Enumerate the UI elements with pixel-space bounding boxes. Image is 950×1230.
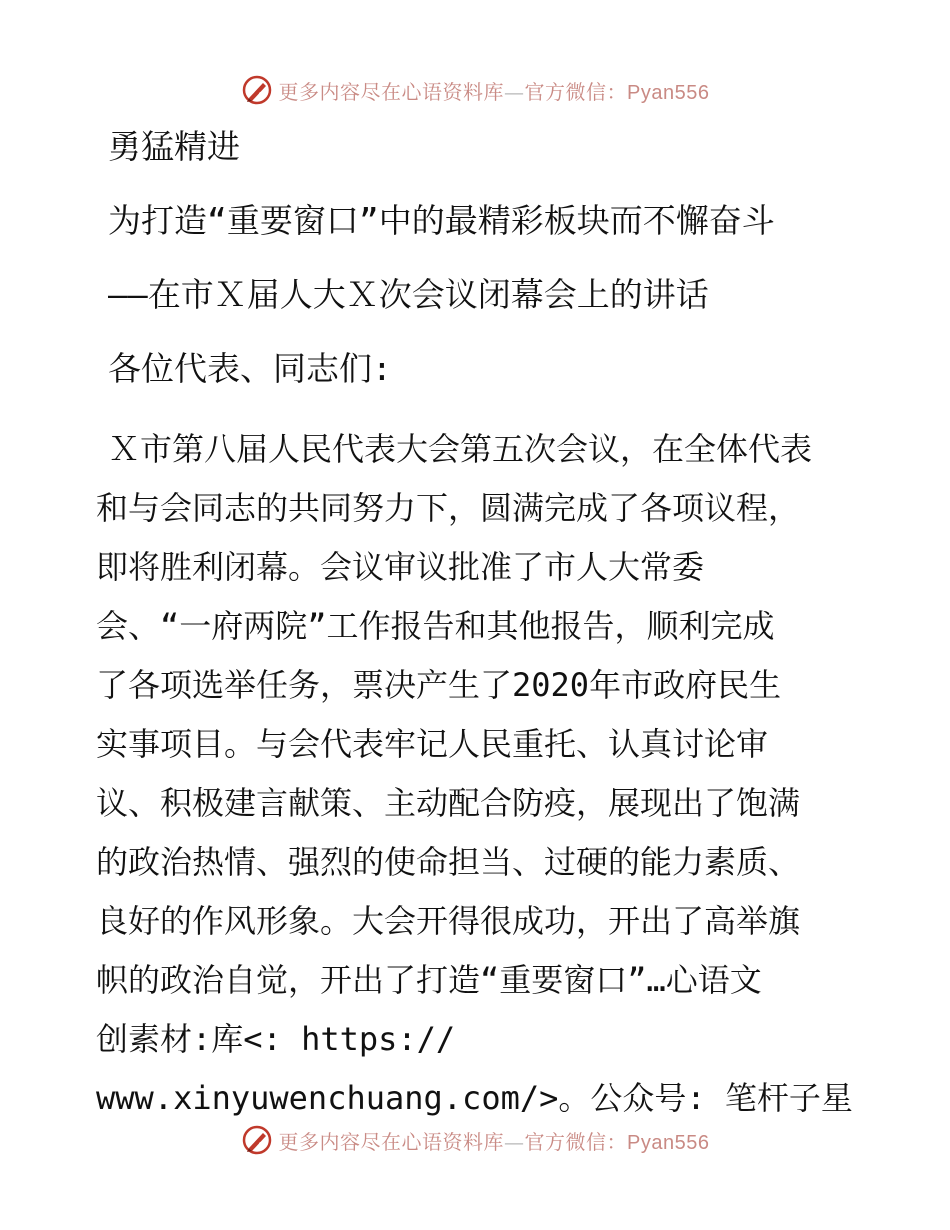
paragraph-line: 会、“一府两院”工作报告和其他报告，顺利完成 xyxy=(96,607,775,645)
banner-text: 更多内容尽在心语资料库—官方微信：Pyan556 xyxy=(278,1129,710,1154)
doc-subtitle: 为打造“重要窗口”中的最精彩板块而不懈奋斗 xyxy=(108,201,775,240)
paragraph-line: 实事项目。与会代表牢记人民重托、认真讨论审 xyxy=(96,725,769,763)
banner-contact: 官方微信：Pyan556 xyxy=(524,81,710,104)
doc-salutation: 各位代表、同志们: xyxy=(108,349,392,388)
paragraph-line: 的政治热情、强烈的使命担当、过硬的能力素质、 xyxy=(96,843,801,881)
paragraph-line: 良好的作风形象。大会开得很成功，开出了高举旗 xyxy=(96,902,801,940)
doc-title: 勇猛精进 xyxy=(108,127,240,166)
paragraph-line: 和与会同志的共同努力下，圆满完成了各项议程， xyxy=(96,489,801,527)
paragraph-line: 即将胜利闭幕。会议审议批准了市人大常委 xyxy=(96,548,705,586)
paragraph-line: 创素材:库<: https:// xyxy=(96,1020,456,1058)
paragraph-line: Ｘ市第八届人民代表大会第五次会议，在全体代表 xyxy=(108,430,813,468)
banner-text: 更多内容尽在心语资料库—官方微信：Pyan556 xyxy=(278,79,710,104)
footer-banner xyxy=(0,1120,950,1160)
paragraph-line: 帜的政治自觉，开出了打造“重要窗口”…心语文 xyxy=(96,961,762,999)
paragraph-line: 了各项选举任务，票决产生了2020年市政府民生 xyxy=(96,666,782,704)
body-paragraph xyxy=(96,420,856,1128)
paragraph-line: www.xinyuwenchuang.com/>。公众号: 笔杆子星 xyxy=(96,1079,853,1117)
paragraph-line: 议、积极建言献策、主动配合防疫，展现出了饱满 xyxy=(96,784,801,822)
doc-occasion: ——在市Ｘ届人大Ｘ次会议闭幕会上的讲话 xyxy=(108,275,709,314)
pen-logo-icon xyxy=(241,1124,273,1156)
banner-contact: 官方微信：Pyan556 xyxy=(524,1131,710,1154)
